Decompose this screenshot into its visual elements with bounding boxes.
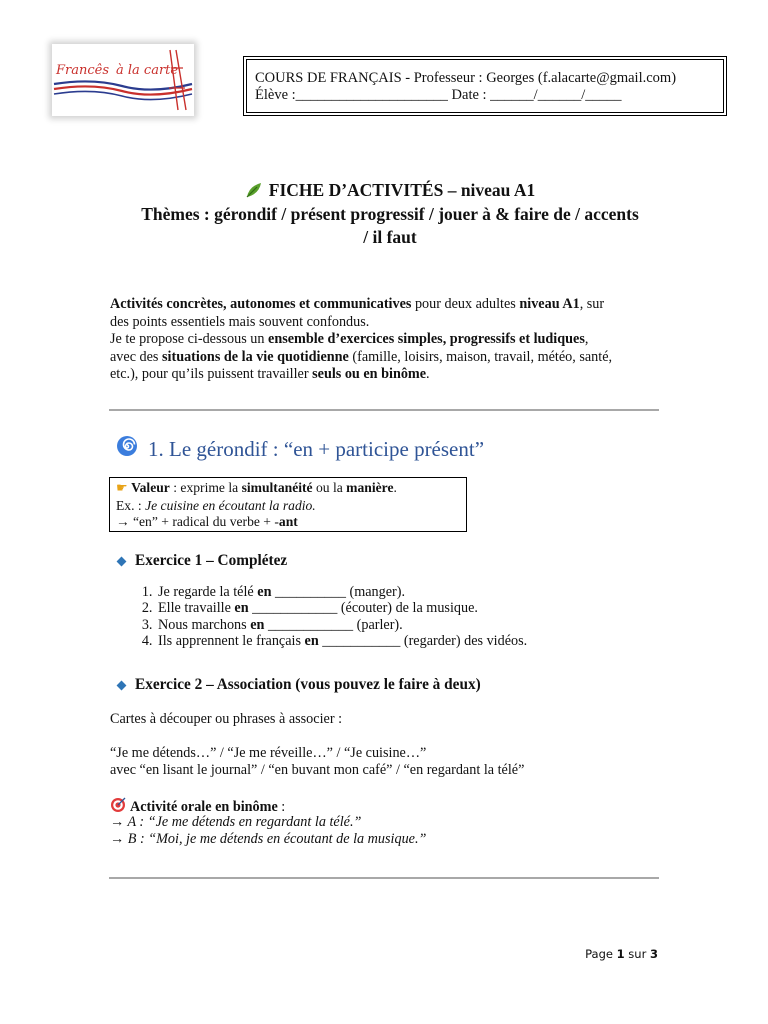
intro-line1: Activités concrètes, autonomes et communicatives pour deux adultes niveau A1, sur (110, 296, 605, 312)
svg-text:Francês: Francês (56, 63, 110, 78)
leaf-icon (245, 182, 263, 203)
intro-line5: etc.), pour qu’ils puissent travailler seuls ou en binôme. (110, 366, 430, 383)
section-1-heading (116, 435, 484, 463)
rule-line: → “en” + radical du verbe + -ant (116, 514, 298, 529)
list-item: 1. Je regarde la télé en __________ (manger). (156, 584, 676, 600)
page-number: Page 1 sur 3 (585, 947, 658, 961)
spiral-icon (116, 435, 138, 463)
associations-line: avec “en lisant le journal” / “en buvant mon café” / “en regardant la télé” (110, 762, 525, 778)
logo-image (52, 44, 194, 116)
section-1-title: 1. Le gérondif : “en + participe présent” (148, 436, 485, 461)
oral-activity-heading: Activité orale en binôme : (110, 797, 670, 819)
pointing-hand-icon: ☛ (116, 481, 128, 496)
dialogue-a: → A : “Je me détends en regardant la télé.” (110, 814, 362, 830)
dialogue-b: → B : “Moi, je me détends en écoutant de la musique.” (110, 831, 427, 847)
exercise-1-heading (116, 552, 287, 570)
course-line: COURS DE FRANÇAIS - Professeur : Georges (f.alacarte@gmail.com) (255, 70, 677, 86)
title-line1: FICHE D’ACTIVITÉS – niveau A1 (268, 180, 536, 200)
diamond-bullet-icon (117, 556, 127, 566)
exercise-2-title: Exercice 2 – Association (vous pouvez le faire à deux) (135, 676, 481, 693)
intro-line2: des points essentiels mais souvent confondus. (110, 313, 370, 330)
exercise-1-title: Exercice 1 – Complétez (135, 552, 288, 569)
intro-paragraph (110, 296, 670, 384)
value-line: ☛ Valeur : exprime la simultanéité ou la manière. (116, 480, 397, 496)
title-line3: / il faut (363, 227, 417, 247)
list-item: 2. Elle travaille en ____________ (écouter) de la musique. (156, 600, 676, 616)
section-divider (109, 409, 659, 411)
intro-line3: Je te propose ci-dessous un ensemble d’exercices simples, progressifs et ludiques, (110, 331, 589, 348)
list-item: 4. Ils apprennent le français en ___________ (regarder) des vidéos. (156, 633, 676, 649)
exercise-2-heading (116, 676, 481, 694)
exercise-1-list (115, 584, 676, 650)
list-item: 3. Nous marchons en ____________ (parler). (156, 617, 676, 633)
example-line: Ex. : Je cuisine en écoutant la radio. (116, 497, 316, 513)
logo (52, 44, 194, 116)
cards-intro: Cartes à découper ou phrases à associer : (110, 711, 343, 727)
student-date-line: Élève :_____________________ Date : ______/______/_____ (255, 87, 622, 103)
title-line2: Thèmes : gérondif / présent progressif / jouer à & faire de / accents (141, 204, 639, 224)
diamond-bullet-icon (117, 680, 127, 690)
page-title (90, 180, 690, 203)
svg-text:à la carte: à la carte (116, 63, 179, 78)
definition-box (109, 477, 467, 532)
section-divider (109, 877, 659, 879)
phrases-line: “Je me détends…” / “Je me réveille…” / “Je cuisine…” (110, 745, 427, 761)
header-box (243, 56, 727, 116)
intro-line4: avec des situations de la vie quotidienne (famille, loisirs, maison, travail, météo, santé, (110, 348, 613, 365)
